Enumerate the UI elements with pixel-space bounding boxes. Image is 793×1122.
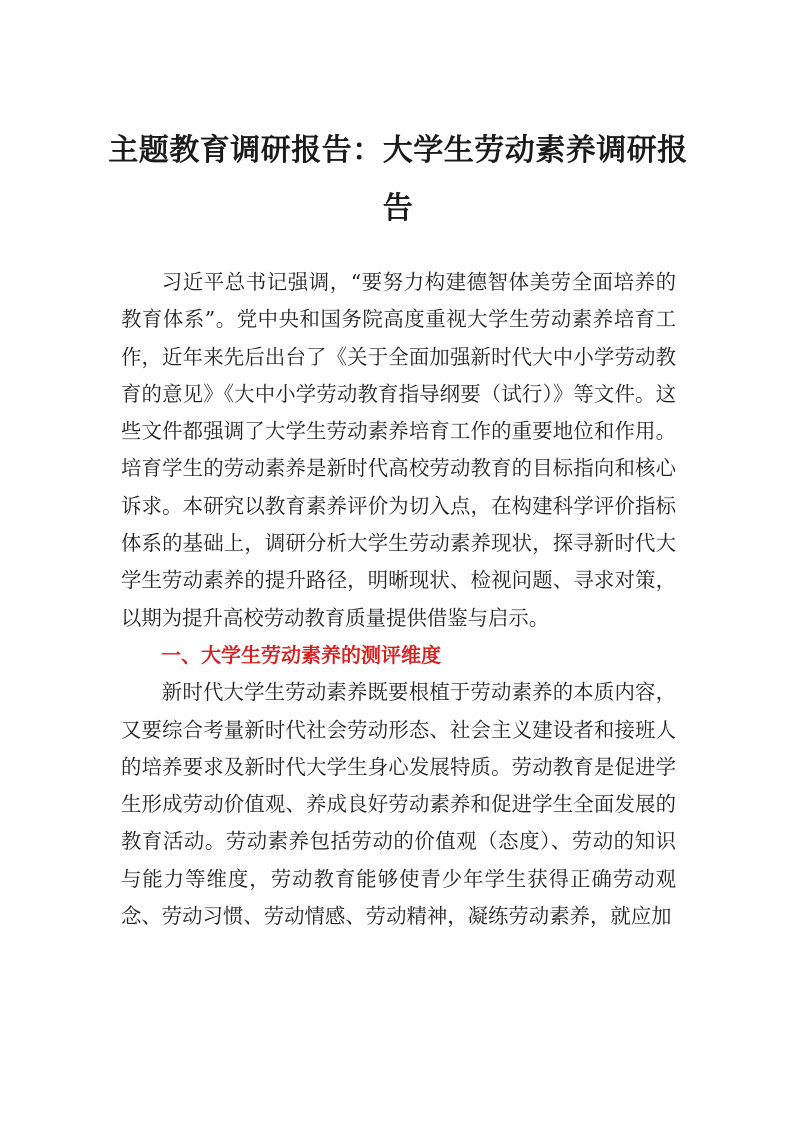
document-title: 主题教育调研报告：大学生劳动素养调研报告 xyxy=(108,133,688,226)
section-heading: 一、大学生劳动素养的测评维度 xyxy=(161,642,441,667)
document-body xyxy=(121,264,676,935)
paragraph-section-one: 新时代大学生劳动素养既要根植于劳动素养的本质内容，又要综合考量新时代社会劳动形态、社会主义建设者和接班人的培养要求及新时代大学生身心发展特质。劳动教育是促进学生形成劳动价值观、养成良好劳动素养和促进学生全面发展的教育活动。劳动素养包括劳动的价值观（态度）、劳动的知识与能力等维度，劳动教育能够使青少年学生获得正确劳动观念、劳动习惯、劳动情感、劳动精神，凝练劳动素养，就应加 xyxy=(121,680,676,929)
paragraph-intro: 习近平总书记强调，“要努力构建德智体美劳全面培养的教育体系”。党中央和国务院高度重视大学生劳动素养培育工作，近年来先后出台了《关于全面加强新时代大中小学劳动教育的意见》《大中小学劳动教育指导纲要（试行）》等文件。这些文件都强调了大学生劳动素养培育工作的重要地位和作用。培育学生的劳动素养是新时代高校劳动教育的目标指向和核心诉求。本研究以教育素养评价为切入点，在构建科学评价指标体系的基础上，调研分析大学生劳动素养现状，探寻新时代大学生劳动素养的提升路径，明晰现状、检视问题、寻求对策，以期为提升高校劳动教育质量提供借鉴与启示。 xyxy=(121,270,676,630)
